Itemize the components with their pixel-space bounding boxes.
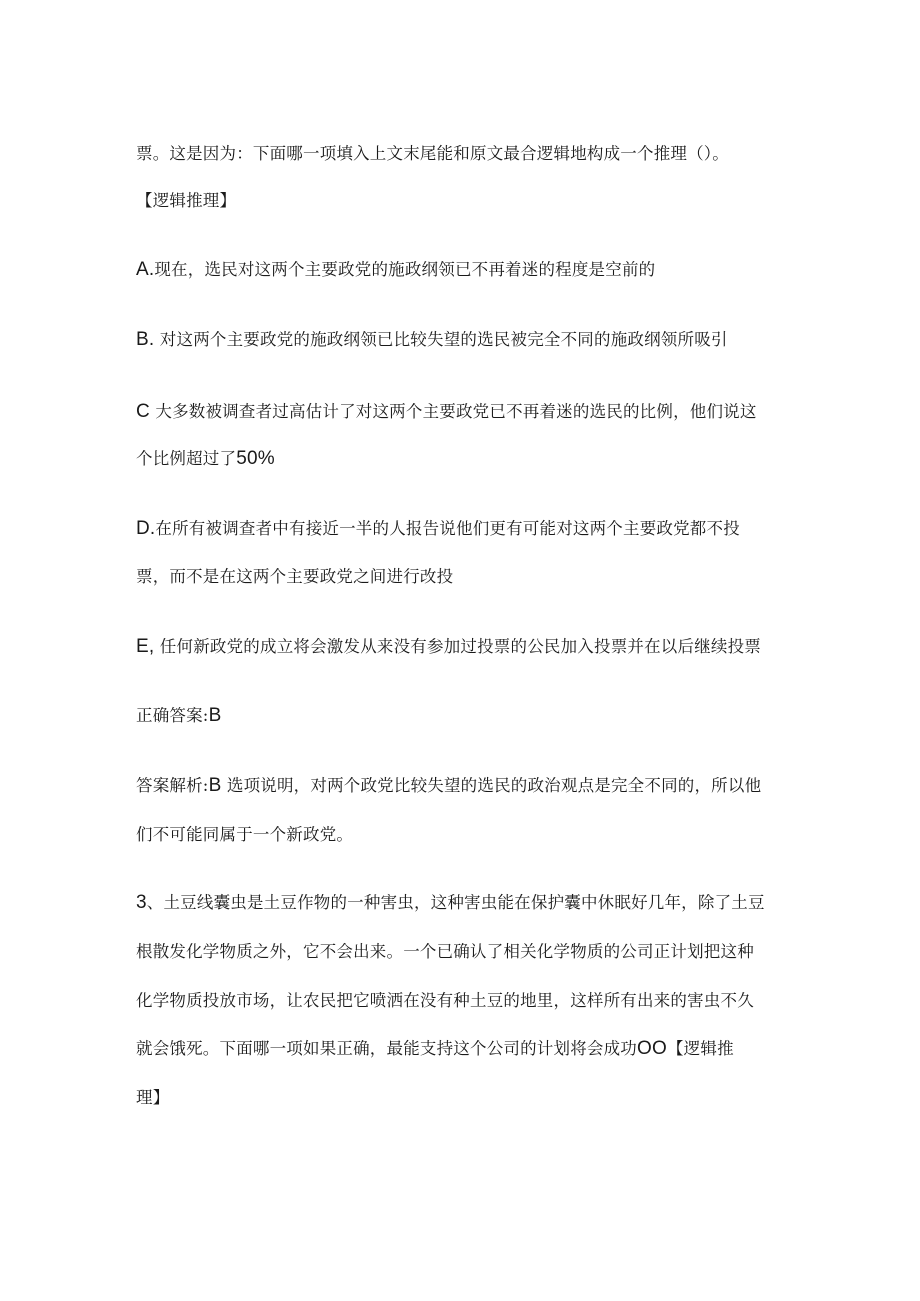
correct-answer <box>136 705 786 727</box>
option-c-line-1 <box>136 401 786 423</box>
option-c-line-2 <box>136 448 786 470</box>
question3-blank: OO <box>637 1038 667 1059</box>
option-d-line-1 <box>136 518 786 540</box>
option-c-text-2: 个比例超过了 <box>136 449 237 468</box>
option-a-letter: A. <box>136 259 155 280</box>
option-e-text: 任何新政党的成立将会激发从来没有参加过投票的公民加入投票并在以后继续投票 <box>154 637 762 656</box>
option-c-letter: C <box>136 401 150 422</box>
option-d-text-1: 在所有被调查者中有接近一半的人报告说他们更有可能对这两个主要政党都不投 <box>155 519 740 538</box>
question3-text-3: 化学物质投放市场，让农民把它喷洒在没有种土豆的地里，这样所有出来的害虫不久 <box>136 991 754 1010</box>
stem-tail-text: 票。这是因为：下面哪一项填入上文末尾能和原文最合逻辑地构成一个推理（）。 <box>136 144 729 163</box>
question3-line-4 <box>136 1038 786 1060</box>
question3-number: 3 <box>136 892 147 913</box>
analysis-text-1: 选项说明，对两个政党比较失望的选民的政治观点是完全不同的，所以他 <box>221 776 762 795</box>
option-c-text-1: 大多数被调查者过高估计了对这两个主要政党已不再着迷的选民的比例，他们说这 <box>149 402 757 421</box>
question3-text-1: 、土豆线囊虫是土豆作物的一种害虫，这种害虫能在保护囊中休眠好几年，除了土豆 <box>146 893 765 912</box>
option-c-number: 50% <box>236 448 275 469</box>
option-d-letter: D. <box>136 518 156 539</box>
analysis-label: 答案解析: <box>136 776 209 795</box>
option-e-letter: E, <box>136 636 155 657</box>
question3-category-start: 【逻辑推 <box>666 1039 734 1058</box>
analysis-line-2 <box>136 824 786 846</box>
option-d-line-2 <box>136 566 786 588</box>
category-label: 【逻辑推理】 <box>136 191 237 210</box>
answer-label: 正确答案: <box>136 706 209 725</box>
question3-line-5 <box>136 1087 786 1109</box>
option-b <box>136 329 786 351</box>
question3-text-2: 根散发化学物质之外，它不会出来。一个已确认了相关化学物质的公司正计划把这种 <box>136 942 754 961</box>
option-b-letter: B. <box>136 329 155 350</box>
analysis-letter: B <box>208 775 222 796</box>
question3-line-1 <box>136 892 786 914</box>
option-e <box>136 636 786 658</box>
option-b-text: 对这两个主要政党的施政纲领已比较失望的选民被完全不同的施政纲领所吸引 <box>154 330 728 349</box>
question3-line-2 <box>136 941 786 963</box>
analysis-text-2: 们不可能同属于一个新政党。 <box>136 825 354 844</box>
option-d-text-2: 票，而不是在这两个主要政党之间进行改投 <box>136 567 454 586</box>
question3-line-3 <box>136 990 786 1012</box>
option-a-text: 现在，选民对这两个主要政党的施政纲领已不再着迷的程度是空前的 <box>154 260 656 279</box>
question3-text-4: 就会饿死。下面哪一项如果正确，最能支持这个公司的计划将会成功 <box>136 1039 637 1058</box>
question2-stem-tail <box>136 143 786 165</box>
question2-category <box>136 190 786 212</box>
question3-category-end: 理】 <box>136 1088 170 1107</box>
answer-value: B <box>208 705 222 726</box>
analysis-line-1 <box>136 775 786 797</box>
option-a <box>136 259 786 281</box>
